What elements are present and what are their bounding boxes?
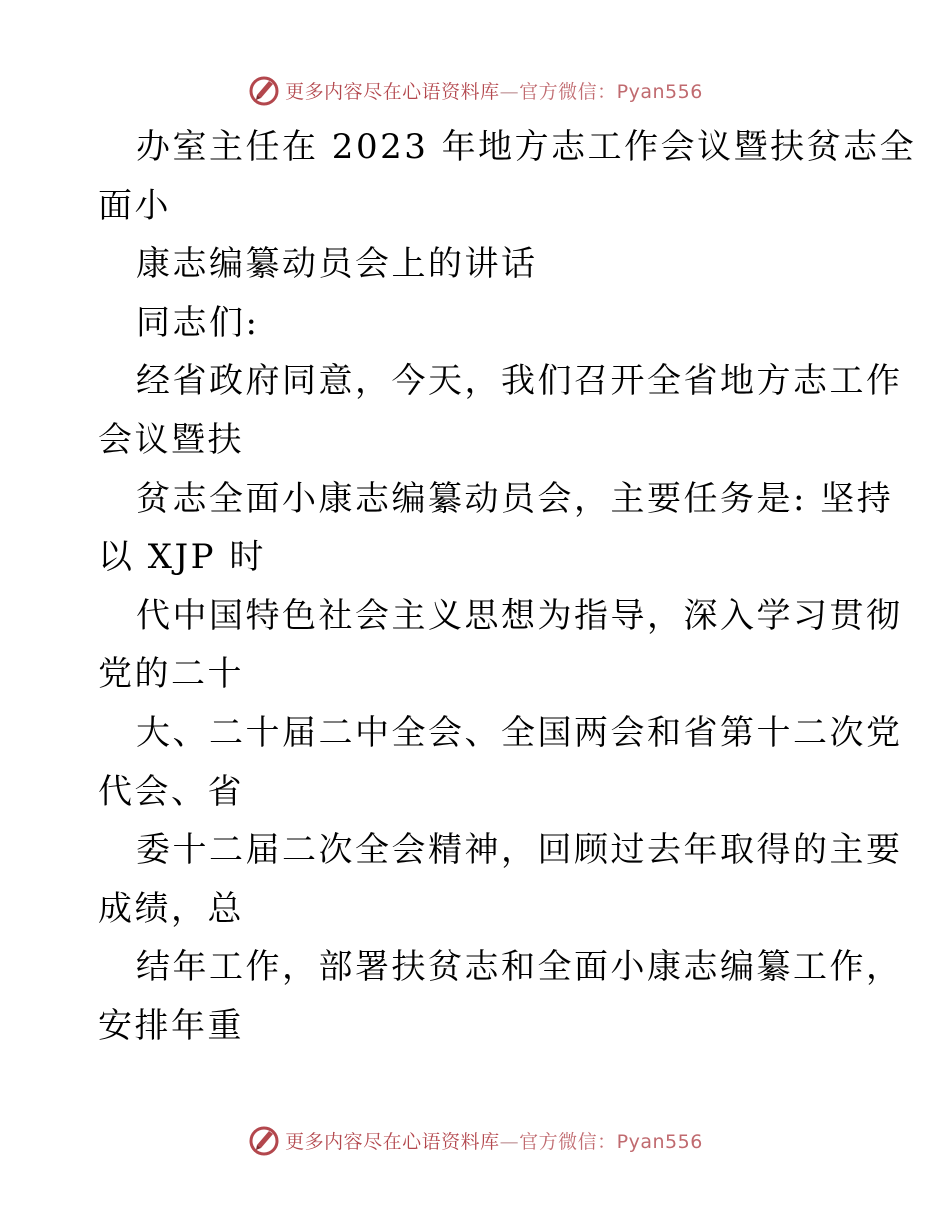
header-watermark (0, 70, 950, 110)
text-line: 成绩，总 (98, 888, 244, 929)
text-line: 面小 (98, 185, 171, 226)
brand-logo-icon (247, 73, 281, 107)
watermark-text (285, 1127, 703, 1154)
watermark-brand: 更多内容尽在心语资料库 (285, 1130, 500, 1153)
text-line: 以 XJP 时 (98, 537, 266, 578)
text-line: 贫志全面小康志编纂动员会，主要任务是: 坚持 (136, 478, 894, 519)
text-line: 康志编纂动员会上的讲话 (136, 244, 538, 285)
text-line: 党的二十 (98, 654, 244, 695)
text-line: 安排年重 (98, 1005, 244, 1046)
watermark-separator: — (499, 1130, 520, 1153)
text-line: 代会、省 (98, 771, 244, 812)
text-line: 同志们: (136, 302, 260, 343)
text-line: 办室主任在 2023 年地方志工作会议暨扶贫志全 (136, 127, 917, 167)
watermark-brand: 更多内容尽在心语资料库 (285, 80, 500, 103)
text-line: 代中国特色社会主义思想为指导，深入学习贯彻 (136, 595, 903, 636)
text-line: 结年工作，部署扶贫志和全面小康志编纂工作， (136, 947, 903, 988)
document-body (98, 118, 917, 1056)
text-line: 委十二届二次全会精神，回顾过去年取得的主要 (136, 830, 903, 871)
watermark-contact: 官方微信：Pyan556 (519, 1130, 703, 1153)
text-line: 大、二十届二中全会、全国两会和省第十二次党 (136, 712, 903, 753)
brand-logo-icon (247, 1123, 281, 1157)
text-line: 会议暨扶 (98, 419, 244, 460)
watermark-separator: — (499, 80, 520, 103)
watermark-text (285, 77, 703, 104)
watermark-contact: 官方微信：Pyan556 (519, 80, 703, 103)
text-line: 经省政府同意，今天，我们召开全省地方志工作 (136, 361, 903, 402)
footer-watermark (0, 1120, 950, 1160)
